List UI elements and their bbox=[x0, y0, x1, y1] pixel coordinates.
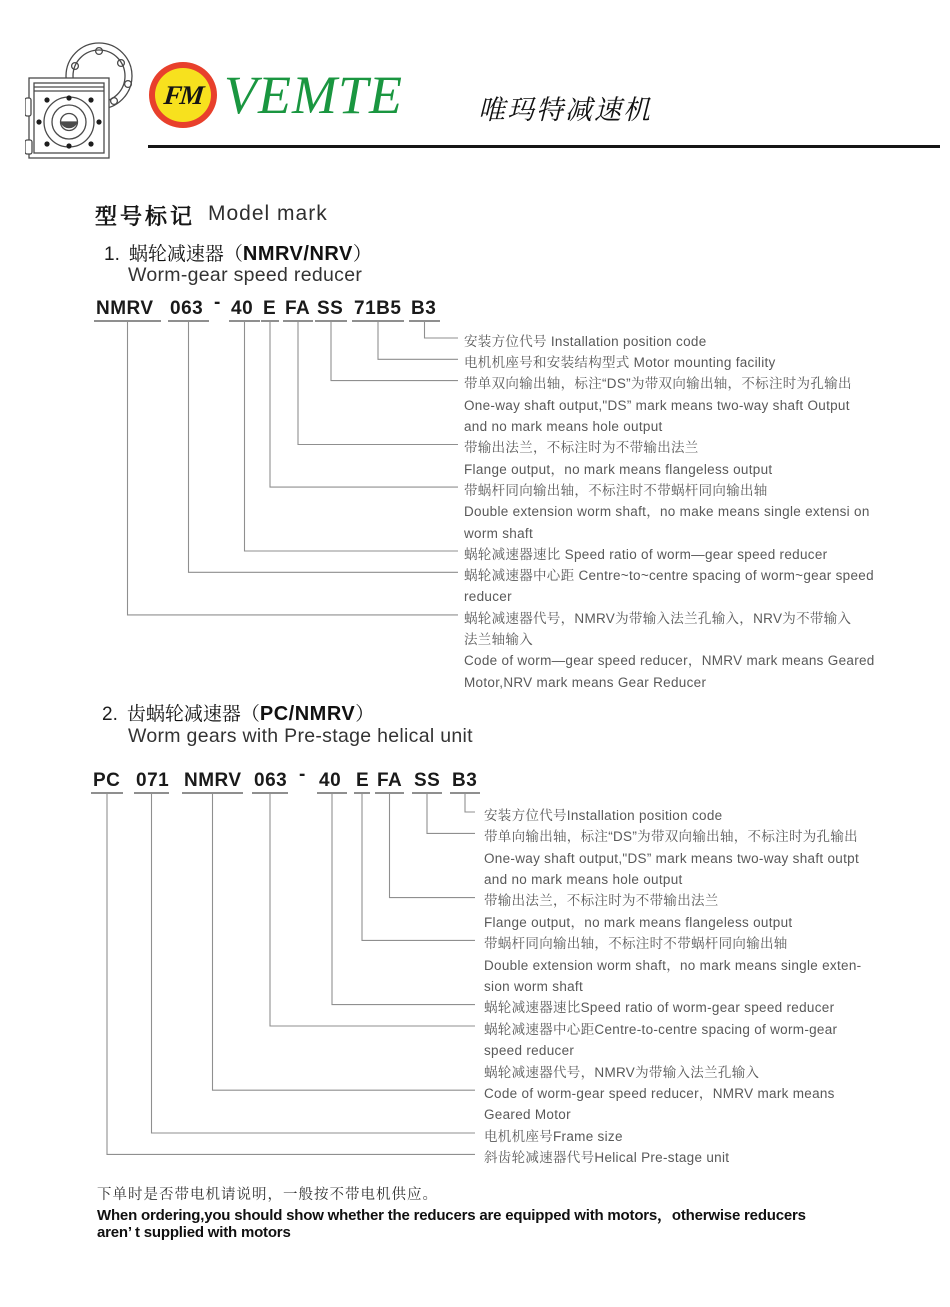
page-title-cn: 型号标记 bbox=[95, 204, 196, 229]
vemte-logo-icon bbox=[149, 62, 217, 128]
connector-path bbox=[332, 794, 475, 1005]
section1-title-cn: 蜗轮减速器（ bbox=[128, 244, 243, 265]
section1-number: 1. bbox=[104, 244, 120, 265]
description-line: 法兰轴输入 bbox=[464, 632, 533, 648]
connector-path bbox=[298, 322, 458, 445]
footer-note-en-line1: When ordering,you should show whether the reducers are equipped with motors，otherwise reducers bbox=[97, 1207, 806, 1224]
model-code-token-underline bbox=[252, 792, 288, 794]
model-code-token: 40 bbox=[319, 770, 342, 791]
connector-path bbox=[362, 794, 475, 940]
section1-subtitle-en: Worm-gear speed reducer bbox=[128, 264, 363, 286]
model-code-token-underline bbox=[91, 792, 123, 794]
description-line: One-way shaft output,"DS” mark means two-way shaft Output bbox=[464, 397, 850, 413]
model-code-token: PC bbox=[93, 770, 121, 791]
model-code-token-underline bbox=[168, 320, 209, 322]
description-line: 蜗轮减速器中心距Centre-to-centre spacing of worm-gear bbox=[484, 1021, 838, 1037]
model-code-token: 071 bbox=[136, 770, 170, 791]
model-code-token-underline bbox=[229, 320, 260, 322]
description-line: 带单向输出轴，标注“DS”为带双向输出轴，不标注时为孔输出 bbox=[484, 829, 858, 845]
description-line: 电机机座号和安装结构型式 Motor mounting facility bbox=[464, 355, 776, 371]
brand-name: VEMTE bbox=[224, 65, 403, 125]
section2-subtitle-en: Worm gears with Pre-stage helical unit bbox=[128, 725, 473, 747]
model-code-token: 40 bbox=[231, 298, 254, 319]
model-code-token: FA bbox=[377, 770, 403, 791]
description-line: 带输出法兰，不标注时为不带输出法兰 bbox=[484, 893, 719, 909]
model-code-token: 71B5 bbox=[354, 298, 402, 319]
connector-path bbox=[427, 794, 475, 833]
model-code-token-underline bbox=[182, 792, 243, 794]
connector-path bbox=[390, 794, 476, 898]
description-line: One-way shaft output,"DS” mark means two-way shaft outpt bbox=[484, 850, 859, 866]
description-line: 电机机座号Frame size bbox=[484, 1128, 623, 1144]
footer-note-en-line2: aren’ t supplied with motors bbox=[97, 1224, 291, 1241]
connector-path bbox=[465, 794, 475, 812]
connector-path bbox=[152, 794, 476, 1133]
connector-path bbox=[331, 322, 458, 381]
model-code-token: 063 bbox=[254, 770, 288, 791]
description-line: 带蜗杆同向输出轴，不标注时不带蜗杆同向输出轴 bbox=[464, 482, 768, 498]
model-code-token-underline bbox=[409, 320, 440, 322]
description-line: Code of worm-gear speed reducer，NMRV mark means bbox=[484, 1086, 835, 1101]
gearbox-drawing bbox=[25, 42, 137, 164]
description-line: 安装方位代号 Installation position code bbox=[464, 333, 707, 349]
section1-title-code: NMRV/NRV bbox=[242, 243, 353, 265]
model-code-token: - bbox=[299, 764, 306, 785]
connector-path bbox=[378, 322, 458, 359]
connector-path bbox=[245, 322, 459, 551]
model-code-token-underline bbox=[450, 792, 480, 794]
model-code-token: SS bbox=[317, 298, 344, 319]
description-line: Flange output，no mark means flangeless output bbox=[464, 461, 773, 477]
model-code-token-underline bbox=[354, 792, 370, 794]
section2-heading bbox=[102, 699, 374, 726]
connector-path bbox=[270, 322, 458, 487]
description-line: 蜗轮减速器中心距 Centre~to~centre spacing of worm~gear speed bbox=[464, 568, 874, 584]
footer-note-cn: 下单时是否带电机请说明，一般按不带电机供应。 bbox=[97, 1187, 438, 1203]
model-code-token: E bbox=[263, 298, 277, 319]
model-code-token-underline bbox=[134, 792, 169, 794]
description-line: 带输出法兰，不标注时为不带输出法兰 bbox=[464, 440, 699, 456]
model-code-token: NMRV bbox=[96, 298, 154, 319]
model-code-token: - bbox=[214, 292, 221, 313]
model-code-token-underline bbox=[375, 792, 404, 794]
page-title-en: Model mark bbox=[208, 202, 328, 225]
description-line: 带单双向输出轴，标注“DS”为带双向输出轴，不标注时为孔输出 bbox=[464, 376, 852, 392]
model-code-token-underline bbox=[283, 320, 313, 322]
section2-title-cn-suffix: ） bbox=[355, 704, 375, 725]
model-code-token: FA bbox=[285, 298, 311, 319]
description-line: and no mark means hole output bbox=[484, 872, 683, 887]
connector-path bbox=[270, 794, 475, 1026]
model-code-token-underline bbox=[94, 320, 161, 322]
model-code-token: 063 bbox=[170, 298, 204, 319]
description-line: Flange output，no mark means flangeless output bbox=[484, 914, 793, 930]
logo-monogram: FM bbox=[162, 79, 204, 110]
description-line: reducer bbox=[464, 589, 512, 605]
description-line: 安装方位代号Installation position code bbox=[484, 807, 723, 823]
description-line: 蜗轮减速器代号，NMRV为带输入法兰孔输入，NRV为不带输入 bbox=[464, 610, 852, 626]
description-line: 带蜗杆同向输出轴，不标注时不带蜗杆同向输出轴 bbox=[484, 936, 788, 952]
section2-title-cn: 齿蜗轮减速器（ bbox=[126, 704, 260, 725]
description-line: Double extension worm shaft，no mark means single exten- bbox=[484, 957, 862, 973]
description-line: 蜗轮减速器代号，NMRV为带输入法兰孔输入 bbox=[484, 1064, 760, 1080]
model-code-token-underline bbox=[315, 320, 347, 322]
model-code-token-underline bbox=[412, 792, 442, 794]
description-line: 蜗轮减速器速比 Speed ratio of worm—gear speed reducer bbox=[464, 546, 828, 562]
model-code-token: E bbox=[356, 770, 370, 791]
description-line: sion worm shaft bbox=[484, 979, 584, 994]
description-line: 斜齿轮减速器代号Helical Pre-stage unit bbox=[484, 1150, 730, 1166]
brand-name-chinese: 唯玛特减速机 bbox=[478, 95, 652, 125]
description-line: 蜗轮减速器速比Speed ratio of worm-gear speed reducer bbox=[484, 1000, 835, 1016]
description-line: speed reducer bbox=[484, 1043, 575, 1059]
model-code-token-underline bbox=[261, 320, 279, 322]
section1-heading bbox=[104, 239, 372, 266]
model-code-token-underline bbox=[317, 792, 347, 794]
section2-number: 2. bbox=[102, 704, 118, 725]
model-code-token: NMRV bbox=[184, 770, 242, 791]
section2-title-code: PC/NMRV bbox=[259, 703, 356, 725]
connector-path bbox=[107, 794, 475, 1154]
description-line: Geared Motor bbox=[484, 1107, 571, 1123]
description-line: Double extension worm shaft，no make means single extensi on bbox=[464, 504, 870, 520]
connector-path bbox=[128, 322, 459, 615]
connector-path bbox=[189, 322, 459, 572]
description-line: Code of worm—gear speed reducer，NMRV mark means Geared bbox=[464, 653, 875, 669]
connector-path bbox=[425, 322, 459, 338]
model-code-token: B3 bbox=[411, 298, 437, 319]
model-code-token: SS bbox=[414, 770, 441, 791]
description-line: worm shaft bbox=[464, 525, 534, 541]
header-divider bbox=[148, 145, 940, 148]
description-line: Motor,NRV mark means Gear Reducer bbox=[464, 674, 707, 690]
model-code-token: B3 bbox=[452, 770, 478, 791]
connector-path bbox=[213, 794, 476, 1090]
model-code-token-underline bbox=[352, 320, 404, 322]
section1-title-cn-suffix: ） bbox=[352, 244, 372, 265]
description-line: and no mark means hole output bbox=[464, 419, 663, 435]
